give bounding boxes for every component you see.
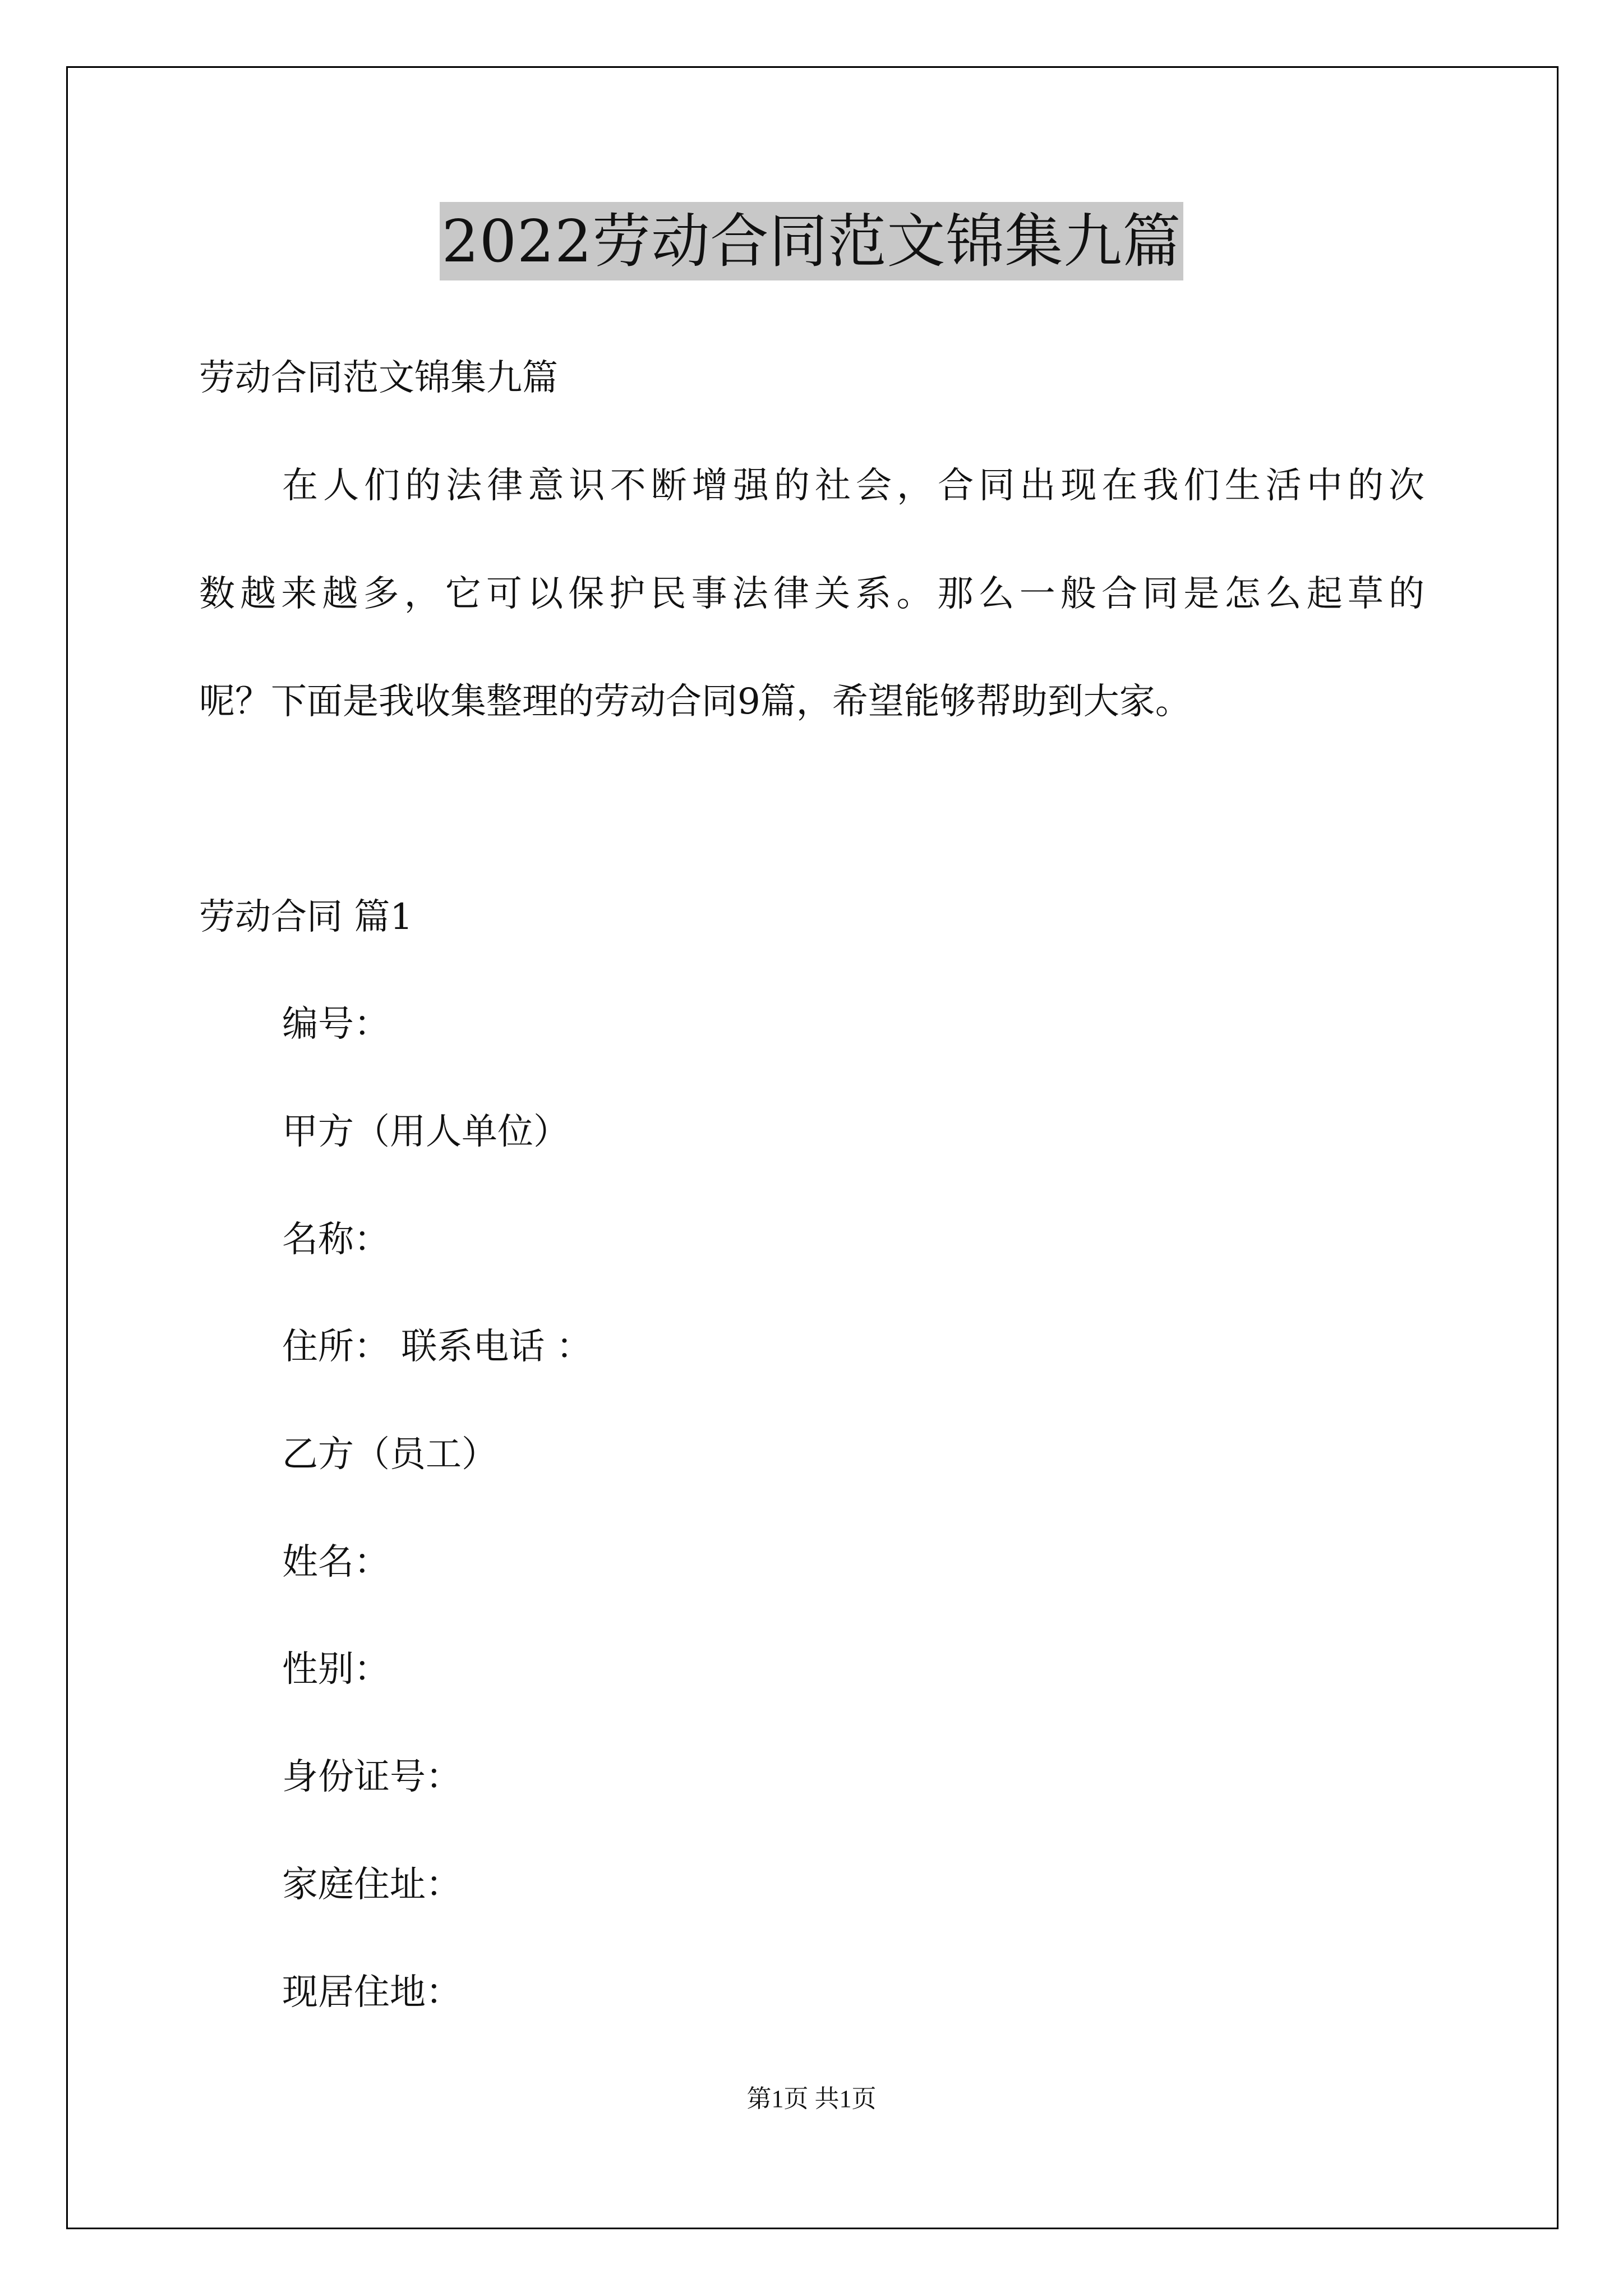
field-party-a: 甲方（用人单位）: [282, 1111, 569, 1153]
field-current-residence: 现居住地：: [282, 1972, 462, 2013]
field-employee-name: 姓名：: [282, 1542, 390, 1583]
field-contract-number: 编号：: [282, 1004, 390, 1045]
intro-line-1: 在人们的法律意识不断增强的社会，合同出现在我们生活中的次: [282, 465, 1424, 507]
document-title: 2022劳动合同范文锦集九篇: [440, 202, 1184, 280]
title-container: [0, 202, 1623, 280]
document-subtitle: 劳动合同范文锦集九篇: [199, 357, 558, 399]
field-home-address: 家庭住址：: [282, 1864, 462, 1906]
field-name: 名称：: [282, 1219, 390, 1260]
intro-line-3: 呢？下面是我收集整理的劳动合同9篇，希望能够帮助到大家。: [199, 681, 1191, 723]
section-heading: 劳动合同 篇1: [199, 896, 413, 938]
field-gender: 性别：: [282, 1649, 390, 1690]
field-party-b: 乙方（员工）: [282, 1434, 497, 1475]
field-address-phone: 住所： 联系电话 ：: [282, 1326, 592, 1368]
page-number-footer: 第1页 共1页: [746, 2085, 877, 2113]
intro-line-2: 数越来越多，它可以保护民事法律关系。那么一般合同是怎么起草的: [199, 573, 1424, 615]
field-id-number: 身份证号：: [282, 1756, 462, 1798]
